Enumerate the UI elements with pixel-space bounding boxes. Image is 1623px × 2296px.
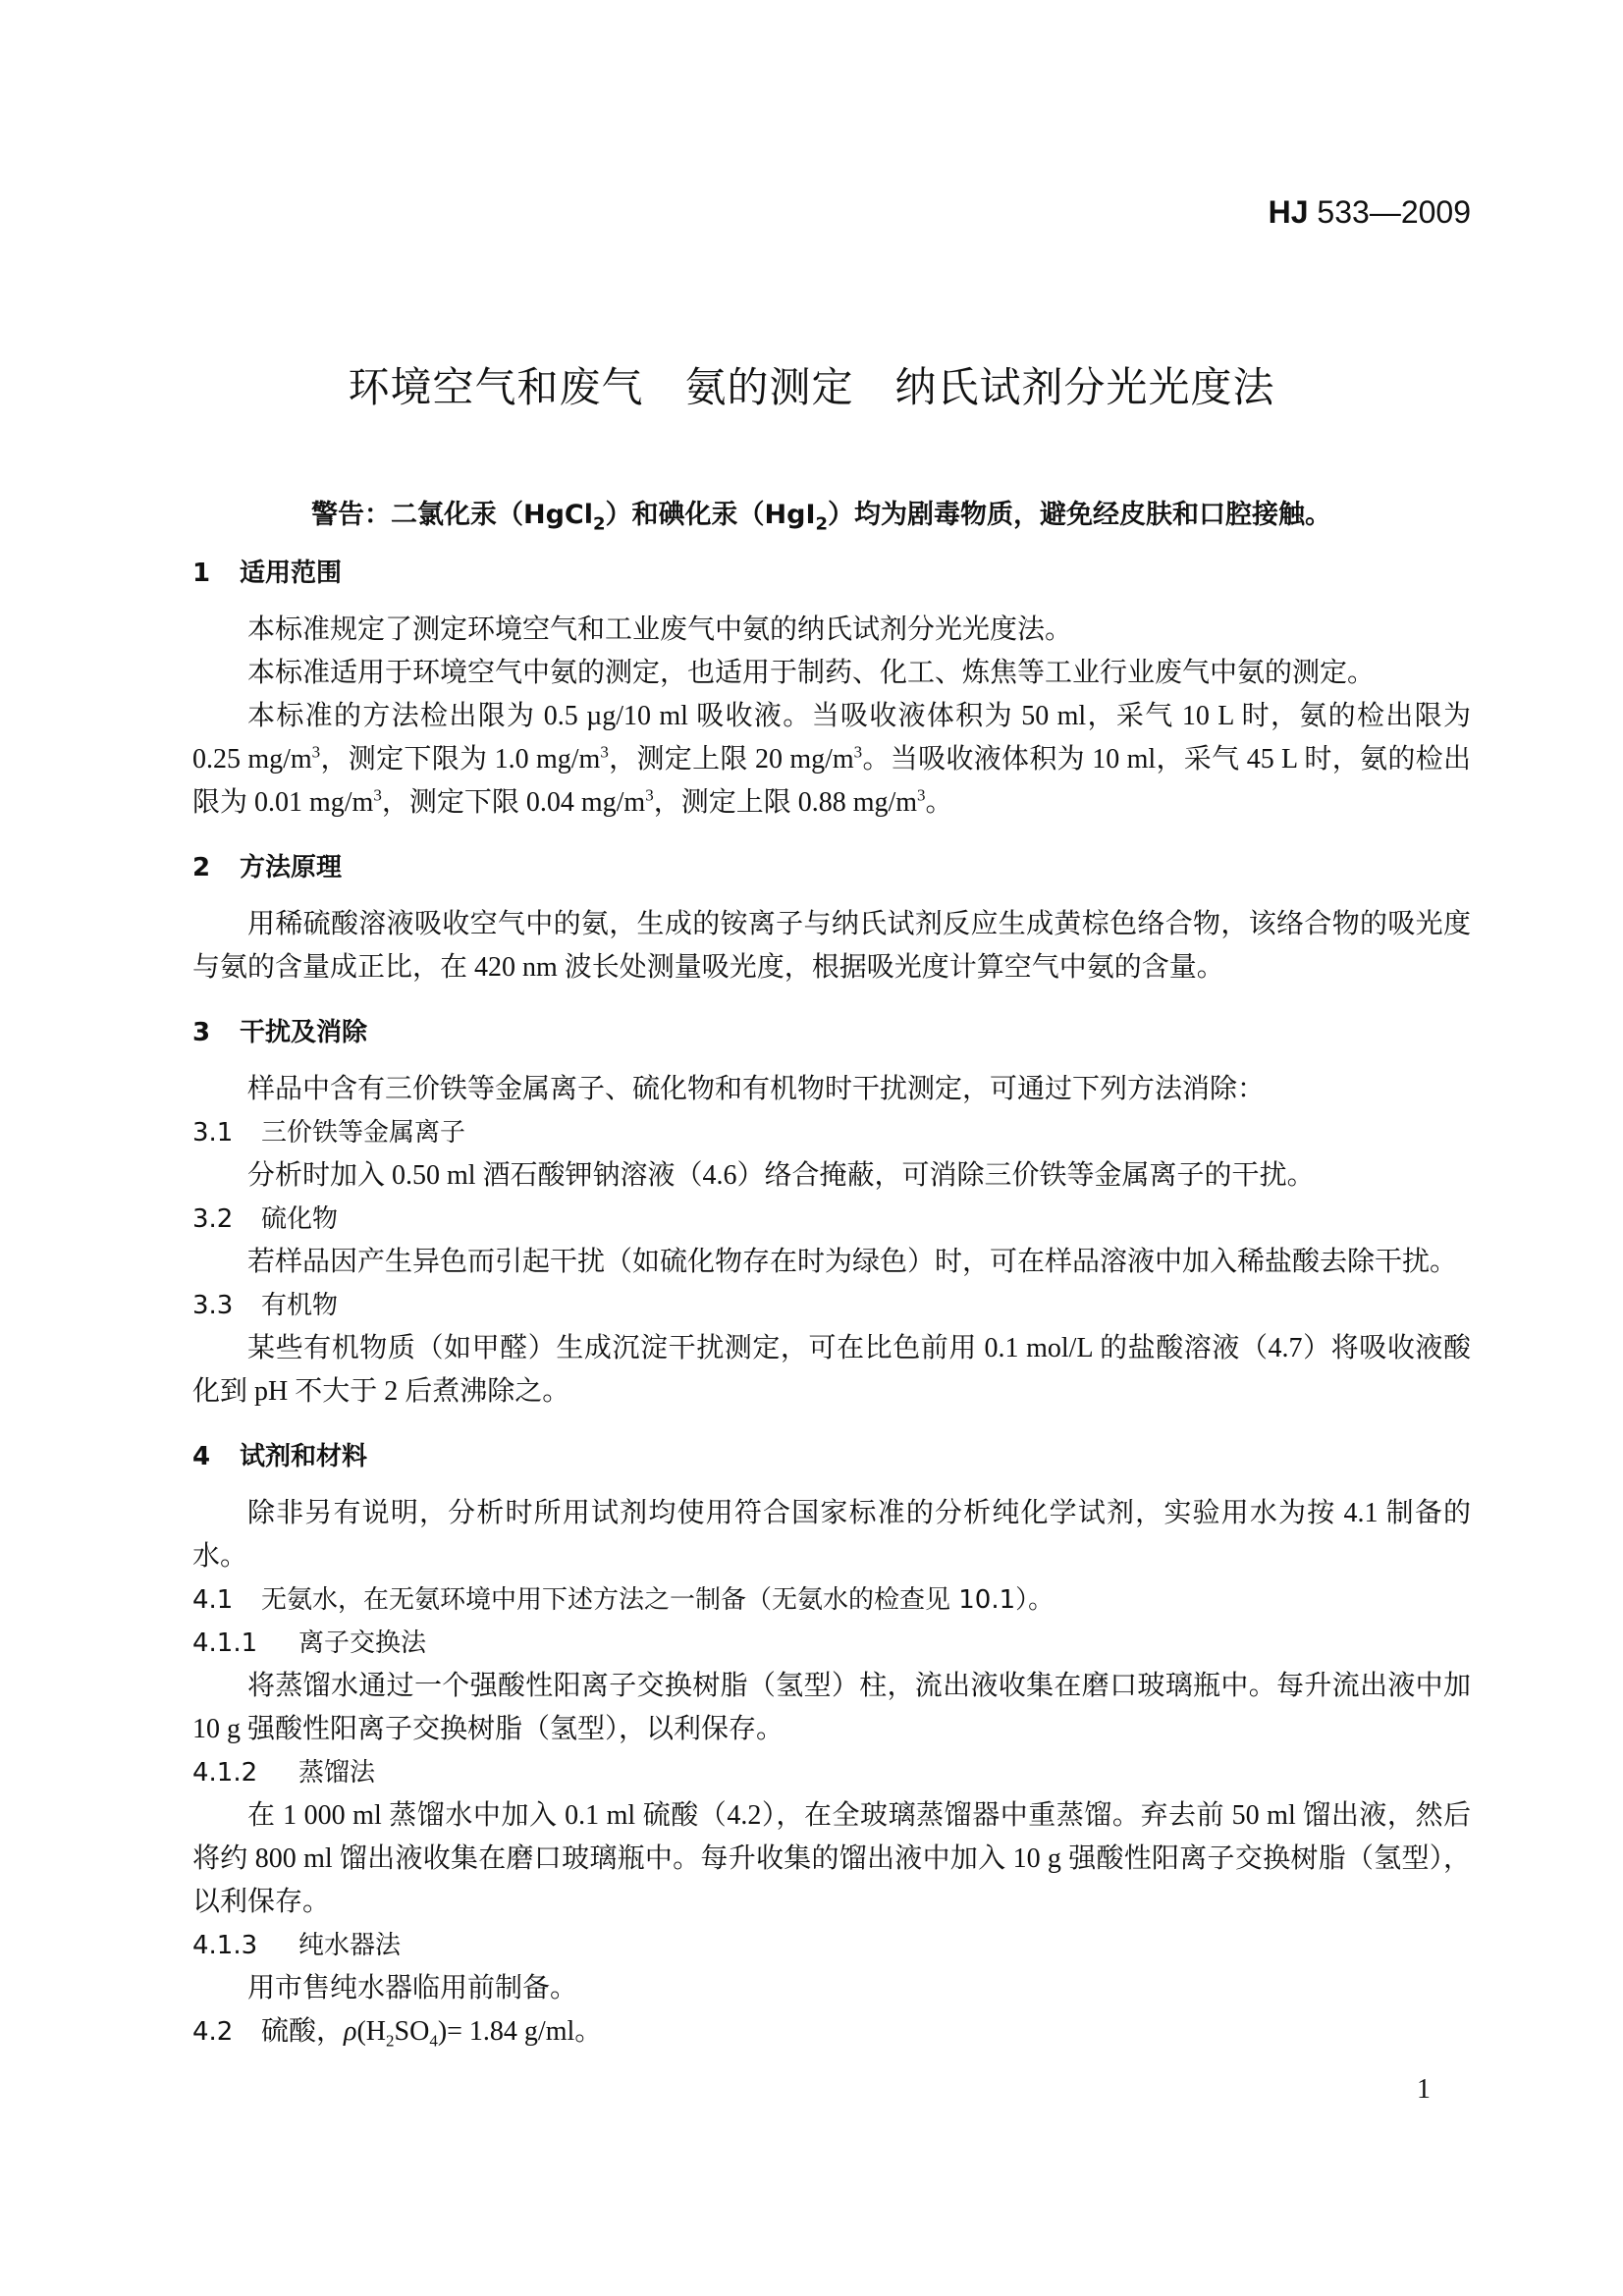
- subsection-number: 3.3: [192, 1291, 234, 1320]
- section-title: 试剂和材料: [240, 1442, 368, 1471]
- subsection-title: 有机物: [261, 1291, 339, 1320]
- paragraph: 将蒸馏水通过一个强酸性阳离子交换树脂（氢型）柱，流出液收集在磨口玻璃瓶中。每升流出液中加 10 g 强酸性阳离子交换树脂（氢型），以利保存。: [192, 1671, 1471, 1744]
- subsection-4-1-1-heading: [192, 1622, 1471, 1665]
- section-number: 1: [192, 559, 211, 588]
- paragraph: 若样品因产生异色而引起干扰（如硫化物存在时为绿色）时，可在样品溶液中加入稀盐酸去除干扰。: [247, 1247, 1458, 1277]
- subsection-number: 4.1.1: [192, 1629, 258, 1658]
- subsection-title: 三价铁等金属离子: [261, 1118, 466, 1148]
- paragraph: 本标准的方法检出限为 0.5 µg/10 ml 吸收液。当吸收液体积为 50 ml，采气 10 L 时，氨的检出限为 0.25 $mg/m^3$，测定下限为 1.0 $mg/m^3$，测定上限 20 $mg/m^3$。当吸收液体积为 10 ml，采气 45 L 时，氨的检出限为 0.01 $mg/m^3$，测定下限 0.04 $mg/m^3$，测定上限 0.88 $mg/m^3$。: [192, 701, 1471, 818]
- standard-code: [1269, 194, 1471, 231]
- section-title: 适用范围: [240, 559, 343, 588]
- section-number: 3: [192, 1018, 211, 1047]
- section-number: 4: [192, 1442, 211, 1471]
- paragraph: 样品中含有三价铁等金属离子、硫化物和有机物时干扰测定，可通过下列方法消除：: [247, 1074, 1266, 1104]
- paragraph: 用稀硫酸溶液吸收空气中的氨，生成的铵离子与纳氏试剂反应生成黄棕色络合物，该络合物的吸光度与氨的含量成正比，在 420 nm 波长处测量吸光度，根据吸光度计算空气中氨的含量。: [192, 909, 1471, 983]
- title-part-2: 氨的测定: [684, 363, 854, 411]
- subsection-3-1-heading: [192, 1111, 1471, 1154]
- standard-code-prefix: HJ: [1268, 194, 1309, 230]
- subsection-number: 3.1: [192, 1118, 234, 1148]
- subsection-title: 硫酸，$\rho(H_2SO_4)= 1.84$ g/ml。: [261, 2016, 603, 2051]
- title-part-1: 环境空气和废气: [348, 363, 644, 411]
- subsection-title: 硫化物: [261, 1204, 339, 1234]
- paragraph: 用市售纯水器临用前制备。: [247, 1973, 578, 2003]
- document-title: [0, 355, 1623, 414]
- section-number: 2: [192, 853, 211, 882]
- subsection-title: 离子交换法: [298, 1629, 427, 1658]
- subsection-3-2-heading: [192, 1198, 1471, 1241]
- document-body: [192, 552, 1471, 2054]
- subsection-title: 无氨水，在无氨环境中用下述方法之一制备（无氨水的检查见 10.1）。: [261, 1585, 1055, 1615]
- paragraph: 分析时加入 0.50 ml 酒石酸钾钠溶液（4.6）络合掩蔽，可消除三价铁等金属离子的干扰。: [247, 1160, 1315, 1191]
- warning-text-2: ）和碘化汞（HgI: [605, 500, 816, 530]
- paragraph: 本标准规定了测定环境空气和工业废气中氨的纳氏试剂分光光度法。: [247, 614, 1073, 645]
- section-title: 方法原理: [240, 853, 343, 882]
- warning-sub-1: 2: [593, 513, 606, 535]
- paragraph: 除非另有说明，分析时所用试剂均使用符合国家标准的分析纯化学试剂，实验用水为按 4.1 制备的水。: [192, 1498, 1471, 1572]
- subsection-4-1-3-heading: [192, 1924, 1471, 1967]
- page-number: 1: [1417, 2074, 1431, 2105]
- paragraph: 在 1 000 ml 蒸馏水中加入 0.1 ml 硫酸（4.2），在全玻璃蒸馏器中重蒸馏。弃去前 50 ml 馏出液，然后将约 800 ml 馏出液收集在磨口玻璃瓶中。每升收集的馏出液中加入 10 g 强酸性阳离子交换树脂（氢型），以利保存。: [192, 1800, 1471, 1917]
- subsection-title: 纯水器法: [298, 1931, 402, 1960]
- subsection-4-2-heading: [192, 2010, 1471, 2054]
- section-2-heading: [192, 846, 1471, 889]
- paragraph: 某些有机物质（如甲醛）生成沉淀干扰测定，可在比色前用 0.1 mol/L 的盐酸溶液（4.7）将吸收液酸化到 pH 不大于 2 后煮沸除之。: [192, 1333, 1471, 1407]
- section-title: 干扰及消除: [240, 1018, 368, 1047]
- subsection-4-1-heading: [192, 1578, 1471, 1622]
- subsection-3-3-heading: [192, 1284, 1471, 1327]
- warning-notice: [311, 493, 1332, 535]
- section-4-heading: [192, 1435, 1471, 1478]
- subsection-title: 蒸馏法: [298, 1758, 376, 1788]
- subsection-number: 4.1: [192, 1585, 234, 1615]
- warning-text-1: 警告：二氯化汞（HgCl: [311, 500, 593, 530]
- section-3-heading: [192, 1011, 1471, 1054]
- title-part-3: 纳氏试剂分光光度法: [894, 363, 1275, 411]
- standard-code-number: 533—2009: [1308, 194, 1471, 230]
- warning-text-3: ）均为剧毒物质，避免经皮肤和口腔接触。: [828, 500, 1332, 530]
- subsection-number: 4.1.2: [192, 1758, 258, 1788]
- subsection-number: 3.2: [192, 1204, 234, 1234]
- paragraph: 本标准适用于环境空气中氨的测定，也适用于制药、化工、炼焦等工业行业废气中氨的测定。: [247, 658, 1376, 688]
- section-1-heading: [192, 552, 1471, 595]
- subsection-4-1-2-heading: [192, 1751, 1471, 1794]
- warning-sub-2: 2: [815, 513, 829, 535]
- subsection-number: 4.1.3: [192, 1931, 258, 1960]
- subsection-number: 4.2: [192, 2017, 234, 2047]
